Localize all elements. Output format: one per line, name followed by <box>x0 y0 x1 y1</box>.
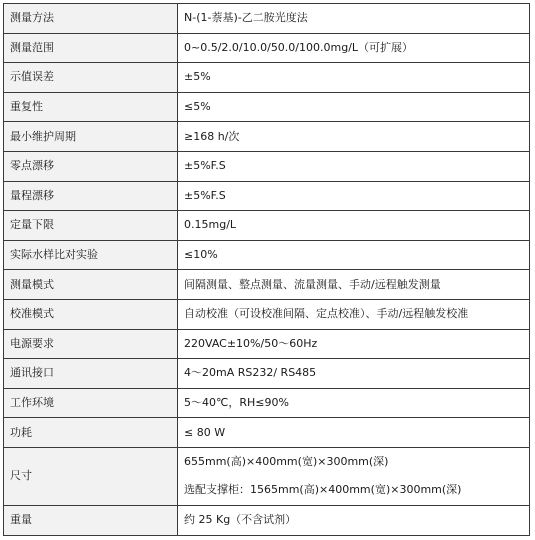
table-row <box>4 92 530 122</box>
row-value: ≤10% <box>178 240 530 270</box>
row-label: 最小维护周期 <box>4 122 178 152</box>
row-label: 功耗 <box>4 418 178 448</box>
row-value: N-(1-萘基)-乙二胺光度法 <box>178 4 530 34</box>
row-label: 尺寸 <box>4 447 178 505</box>
row-label: 零点漂移 <box>4 151 178 181</box>
table-row <box>4 359 530 389</box>
row-label: 测量方法 <box>4 4 178 34</box>
row-label: 重量 <box>4 505 178 535</box>
table-row <box>4 447 530 505</box>
table-row <box>4 122 530 152</box>
row-label: 量程漂移 <box>4 181 178 211</box>
row-value: 4～20mA RS232/ RS485 <box>178 359 530 389</box>
row-value: ≤5% <box>178 92 530 122</box>
table-row <box>4 33 530 63</box>
table-row <box>4 211 530 241</box>
table-row <box>4 329 530 359</box>
row-value: ≥168 h/次 <box>178 122 530 152</box>
table-row <box>4 63 530 93</box>
table-row <box>4 181 530 211</box>
row-label: 测量模式 <box>4 270 178 300</box>
row-label: 通讯接口 <box>4 359 178 389</box>
row-value: ≤ 80 W <box>178 418 530 448</box>
row-value: 220VAC±10%/50～60Hz <box>178 329 530 359</box>
table-row <box>4 4 530 34</box>
row-label: 校准模式 <box>4 299 178 329</box>
row-value: 0.15mg/L <box>178 211 530 241</box>
row-value: 0~0.5/2.0/10.0/50.0/100.0mg/L（可扩展） <box>178 33 530 63</box>
row-value <box>178 447 530 505</box>
table-row <box>4 505 530 535</box>
row-label: 示值误差 <box>4 63 178 93</box>
row-label: 重复性 <box>4 92 178 122</box>
spec-table <box>3 3 530 536</box>
row-label: 实际水样比对实验 <box>4 240 178 270</box>
row-value: 5～40℃，RH≤90% <box>178 388 530 418</box>
row-value: 自动校准（可设校准间隔、定点校准）、手动/远程触发校准 <box>178 299 530 329</box>
row-value: 约 25 Kg（不含试剂） <box>178 505 530 535</box>
row-label: 电源要求 <box>4 329 178 359</box>
table-row <box>4 418 530 448</box>
row-label: 测量范围 <box>4 33 178 63</box>
support-cabinet-dimensions-line: 选配支撑柜：1565mm(高)×400mm(宽)×300mm(深) <box>184 483 462 497</box>
table-row <box>4 270 530 300</box>
row-label: 定量下限 <box>4 211 178 241</box>
table-row <box>4 240 530 270</box>
row-value: 间隔测量、整点测量、流量测量、手动/远程触发测量 <box>178 270 530 300</box>
row-value: ±5% <box>178 63 530 93</box>
table-row <box>4 299 530 329</box>
row-label: 工作环境 <box>4 388 178 418</box>
row-value: ±5%F.S <box>178 181 530 211</box>
row-value: ±5%F.S <box>178 151 530 181</box>
table-row <box>4 151 530 181</box>
dimensions-line: 655mm(高)×400mm(宽)×300mm(深) <box>184 455 389 469</box>
table-row <box>4 388 530 418</box>
